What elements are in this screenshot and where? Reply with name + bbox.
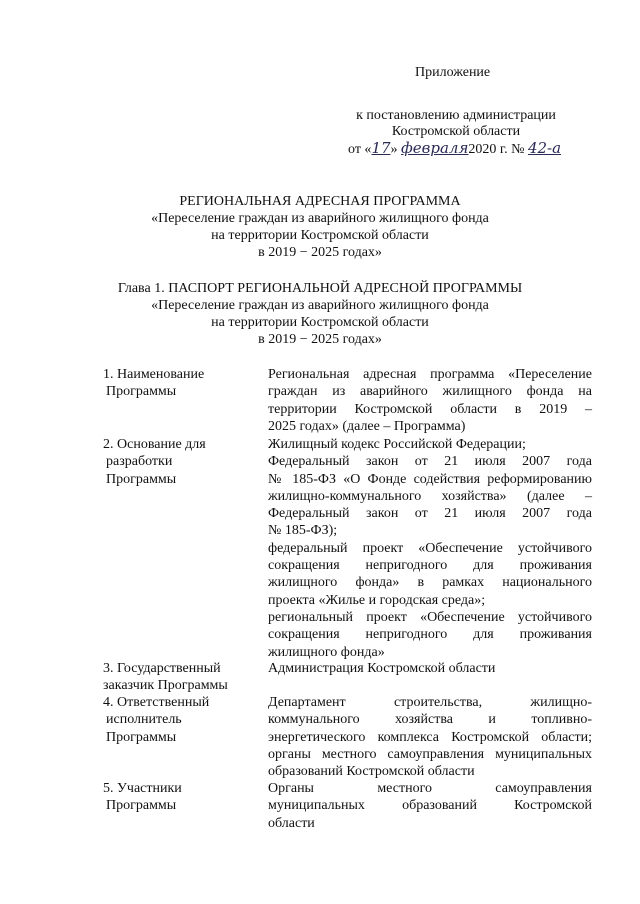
chapter-subtitle-2: на территории Костромской области: [211, 315, 429, 330]
row-text-name: Региональная адресная программа «Переселение граждан из аварийного жилищного фонда на территории Костромской области в 2019 – 2025 годах» (далее – Программа): [268, 367, 592, 434]
row-label-basis: 2. Основание для разработки Программы: [103, 437, 206, 487]
row-label-name: 1. Наименование Программы: [103, 367, 205, 400]
date-month-handwritten: февраля: [401, 139, 469, 157]
row-label-customer: 3. Государственный заказчик Программы: [103, 661, 228, 694]
program-subtitle-3: в 2019 − 2025 годах»: [258, 245, 382, 260]
program-title: РЕГИОНАЛЬНАЯ АДРЕСНАЯ ПРОГРАММА: [179, 194, 461, 209]
row-text-participants: Органы местного самоуправления муниципальных образований Костромской области: [268, 781, 592, 831]
program-subtitle-2: на территории Костромской области: [211, 228, 429, 243]
row-label-executor: 4. Ответственный исполнитель Программы: [103, 695, 210, 745]
row-text-basis: Жилищный кодекс Российской Федерации; Федеральный закон от 21 июля 2007 года № 185-ФЗ «О Фонде содействия реформированию жилищно-коммунального хозяйства» (далее – Федеральный закон от 21 июля 2007 года № 185-ФЗ); федеральный проект «Обеспечение устойчивого сокращения непригодного для проживания жилищного фонда» в рамках национального проекта «Жилье и городская среда»; региональный проект «Обеспечение устойчивого сокращения непригодного для проживания жилищного фонда»: [268, 437, 592, 660]
date-line: [348, 140, 561, 158]
chapter-heading: Глава 1. ПАСПОРТ РЕГИОНАЛЬНОЙ АДРЕСНОЙ ПРОГРАММЫ: [117, 281, 523, 296]
row-text-customer: Администрация Костромской области: [268, 661, 496, 676]
chapter-subtitle-3: в 2019 − 2025 годах»: [258, 332, 382, 347]
date-prefix: от «: [348, 142, 372, 157]
program-subtitle-1: «Переселение граждан из аварийного жилищного фонда: [151, 211, 489, 226]
chapter-subtitle-1: «Переселение граждан из аварийного жилищного фонда: [151, 298, 489, 313]
document-number-handwritten: 42-а: [527, 139, 562, 157]
date-mid: »: [390, 142, 398, 157]
region-line: Костромской области: [391, 124, 521, 139]
resolution-line: к постановлению администрации: [356, 108, 556, 123]
row-label-participants: 5. Участники Программы: [103, 781, 182, 814]
date-suffix: 2020 г. №: [468, 142, 525, 157]
row-text-executor: Департамент строительства, жилищно- коммунального хозяйства и топливно- энергетического комплекса Костромской области; органы местного самоуправления муниципальных образований Костромской области: [268, 695, 592, 780]
date-day-handwritten: 17: [371, 139, 391, 157]
appendix-label: Приложение: [415, 65, 491, 80]
